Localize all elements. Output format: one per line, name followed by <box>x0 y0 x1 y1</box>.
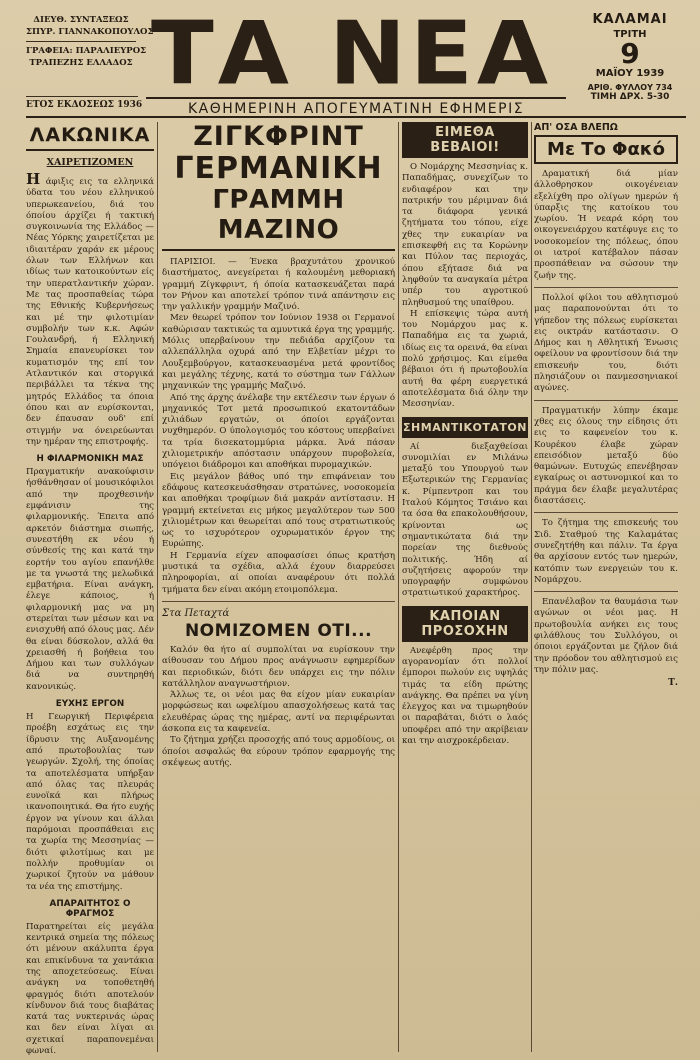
editorial-body <box>402 162 528 411</box>
banner-eimetha: ΕΙΜΕΘΑ ΒΕΒΑΙΟΙ! <box>402 122 528 158</box>
column-me-to-fako <box>534 122 678 1052</box>
newspaper-subtitle: ΚΑΘΗΜΕΡΙΝΗ ΑΠΟΓΕΥΜΑΤΙΝΗ ΕΦΗΜΕΡΙΣ <box>146 97 566 117</box>
day-number: 9 <box>620 37 640 70</box>
banner-kapoian-prosochin: ΚΑΠΟΙΑΝ ΠΡΟΣΟΧΗΝ <box>402 606 528 642</box>
article-body: Πραγματικήν ανακούφισιν ήσθάνθησαν οί μουσικόφιλοι από την προχθεσινήν εμφάνισιν της φιλαρμονικής. Έπειτα από αρκετόν διάστημα σιωπής, συνεστήθη εκ νέου ή σύνθεσίς της και κατά την εορτήν του αγίου επανήλθε με τα γνωστά της μελωδικά εμβατήρια. Είναι ανάγκη, έλεγε κάποιος, ή φιλαρμονική μας να μη στερείται των μέσων και να ενισχυθή από όλους μας. Δέν θα είναι δύσκολον, αλλά θα χρειασθή ή βοήθεια του Δήμου και των συλλόγων διά να συντηρηθή κανονικώς. <box>26 467 154 692</box>
column-divider <box>531 122 532 1052</box>
masthead-editor-block <box>26 14 154 69</box>
headline-line-3: ΓΡΑΜΜΗ ΜΑΖΙΝΟ <box>212 185 345 245</box>
article-body: Η άφιξις εις τα ελληνικά ύδατα του νέου ελληνικού υπερωκεανείου, διά του όποίου άρχίζει ή τακτική συγκοινωνία της Ελλάδος — Νέας Υόρκης χαιρετίζεται με ιδιαιτέραν χαράν εκ μέρους όλων των Ελλήνων και ιδίως των κατοικούντων είς την υπερατλαντικήν χώραν. Με τας προσπαθείας τώρα της Εθνικής Κυβερνήσεως και μέ την φιλοτιμίαν συμβολήν των κ.κ. Αφών Γουλανδρή, ή Ελληνική Σημαία επανευρίσκει τον κυματισμόν της επί τον Ατλαντικόν και στοργικά περιβάλλει τα τέκνα της μητρός Ελλάδος τα όποια όπου και αν ευρίσκονται, δεν έπαυσαν ουδ' επί στιγμήν να όνειρεύωνται την ημέραν της επιστροφής. <box>26 170 154 447</box>
column-editorials <box>402 122 528 1052</box>
main-story-body <box>162 257 395 596</box>
headline-line-1: ΖΙΓΚΦΡΙΝΤ <box>193 121 364 152</box>
editorial-body <box>402 646 528 748</box>
year-founded: ΕΤΟΣ ΕΚΔΟΣΕΩΣ 1936 <box>26 96 138 110</box>
paragraph: Η επίσκεψις τώρα αυτή του Νομάρχου μας κ. Παπαδήμα εις τα χωριά, ιδίως εις τα ορεινά, θα είναι πολύ χρήσιμος. Και είμεθα βέβαιοι ότι ή πρωτοβουλία αυτή θα φέρη ευεργετικά αποτελέσματα διά όλην την Μεσσηνίαν. <box>402 308 528 410</box>
column-main-story <box>162 122 395 1052</box>
article-title-nomizomen: ΝΟΜΙΖΟΜΕΝ ΟΤΙ... <box>184 620 373 641</box>
price: ΤΙΜΗ ΔΡΧ. 5-30 <box>590 92 670 102</box>
lakonika-header: ΛΑΚΩΝΙΚΑ <box>29 124 151 146</box>
paragraph: Το ζήτημα χρήζει προσοχής από τους αρμοδίους, οι όποίοι ασφαλώς θα εύρουν τρόπον εφαρμογής της σκέψεως αυτής. <box>162 735 395 768</box>
article-title-philharmonic: Η ΦΙΛΑΡΜΟΝΙΚΗ ΜΑΣ <box>36 454 144 465</box>
editor-label: ΔΙΕΥΘ. ΣΥΝΤΑΞΕΩΣ <box>33 15 129 25</box>
paragraph: Πολλοί φίλοι του αθλητισμού μας παραπονούνται ότι το γήπεδον της πόλεως ευρίσκεται εις οικτράν κατάστασιν. Ο Δήμος και η Αθλητική Ένωσις οφείλουν να φροντίσουν διά την επισκευήν του, διότι πλησιάζουν οι πανμεσσηνιακοί αγώνες. <box>534 292 678 394</box>
office-label: ΓΡΑΦΕΙΑ: ΠΑΡΑΛΙΕΥΡΟΣ <box>26 46 147 56</box>
office-address: ΤΡΑΠΕΖΗΣ ΕΛΛΑΔΟΣ <box>29 58 133 68</box>
column-divider <box>157 122 158 1052</box>
paragraph: Καλόν θα ήτο αί συμπολίται να ευρίσκουν την αίθουσαν του Δήμου προς ανάγνωσιν εφημερίδων και περιοδικών, διότι δεν υπάρχει εις την πόλιν κατάλληλον αναγνωστήριον. <box>162 644 395 689</box>
newspaper-title: ΤΑ ΝΕΑ <box>150 2 553 105</box>
section-label: Στα Πεταχτά <box>162 607 230 619</box>
article-body: Παρατηρείται είς μεγάλα κεντρικά σημεία της πόλεως ότι μένουν ακάλυπτα έργα και επικίνδυνα τα χαντάκια της αποχετεύσεως. Είναι ανάγκη να τοποθετηθή φραγμός διότι αποτελούν κίνδυνον διά τους διαβάτας κατά τας νυκτερινάς ώρας και δεν είναι λίγαι αι σχετικαί παραπονεμέναι φωναί. <box>26 921 154 1057</box>
headline-block <box>162 122 395 251</box>
paragraph: Ο Νομάρχης Μεσσηνίας κ. Παπαδήμας, συνεχίζων το ενδιαφέρον και την πατρικήν του μέριμναν διά τα διάφορα γενικά ζητήματα του τόπου, είχε χθες την ευκαιρίαν να επισκεφθή εις τα Κορώνην και Πύλον τας περιοχάς, όπου εξήτασε διά να ληφθούν τα αναγκαία μέτρα υπέρ του αγροτικού πληθυσμού της υπαίθρου. <box>402 162 528 308</box>
article-title-greeting: ΧΑΙΡΕΤΙΖΟΜΕΝ <box>46 157 134 168</box>
section-label: ΑΠ' ΟΣΑ ΒΛΕΠΩ <box>534 122 618 133</box>
signature: Τ. <box>668 678 678 689</box>
headline-line-2: ΓΕΡΜΑΝΙΚΗ <box>174 151 383 186</box>
article-body: Η Γεωργική Περιφέρεια προέβη εσχάτως εις την ίδρυσιν της Αυξανομένης από πρωτοβουλίας των γεωργών. Σχολή, της όποίας τα αποτελέσματα υπήρξαν από όλας τας πλευράς ευνοϊκά και πλήρως ικανοποιητικά. Θα ήτο ευχής έργον να γίνουν και άλλαι παρόμοιαι προσπάθειαι εις τα χωρία της Μεσσηνίας — διότι φιλοτίμως και με πολλήν προθυμίαν οι χωρικοί ζητούν να μάθουν τα νέα της επιστήμης. <box>26 712 154 892</box>
paragraph: Επανέλαβον τα θαυμάσια των αγώνων οι νέοι μας. Η πρωτοβουλία ανήκει εις τους φιλάθλους του Συλλόγου, οι όποιοι εργάζονται με ζήλον διά την πρόοδον του αθλητισμού εις την πόλιν μας. <box>534 597 678 675</box>
paragraph: Η Γερμανία είχεν αποφασίσει όπως κρατήση μυστικά τα σχέδια, αλλά έχουν διαρρεύσει πληροφορίαι, αί οποίαι αναφέρουν ότι πολλά τμήματα δεν είναι ακόμη ετοιμοπόλεμα. <box>162 550 395 595</box>
paragraph: ΠΑΡΙΣΙΟΙ. — Ένεκα βραχυτάτου χρονικού διαστήματος, ανεγείρεται ή καλουμένη μεθοριακή γραμμή Ζίγκφριντ, ή όποία κατασκευάζεται παρά τον Ρήνον και αποτελεί τρόπον τινά απάντησιν εις την γαλλικήν γραμμήν Μαζινό. <box>162 257 395 313</box>
editor-name: ΣΠΥΡ. ΓΙΑΝΝΑΚΟΠΟΥΛΟΣ <box>26 27 154 37</box>
column-body <box>534 169 678 676</box>
paragraph: Εις μεγάλον βάθος υπό την επιφάνειαν του εδάφους κατεσκευάσθησαν στρατώνες, νοσοκομεία και αποθήκαι τροφίμων διά μακράν αντίστασιν. Η γραμμή εκτείνεται εις μήκος μεγαλύτερον των 500 χιλιομέτρων και θεωρείται από τους στρατιωτικούς ως το ισχυρότερον οχυρωματικόν έργον της Ευρώπης. <box>162 471 395 550</box>
paragraph: Από της άρχης άνέλαβε την εκτέλεσιν των έργων ό μηχανικός Τοτ μετά προσωπικού εκατοντάδων χιλιάδων εργατών, οι όποίοι εργάζονται νυχθημερόν. Ο ύπολογισμός του κόστους υπερβαίνει τα τρία δισεκατομμύρια μάρκα. Άνά πάσαν χιλιομετρικήν απόστασιν υπάρχουν πυροβολεία, υπόγειοι διάδρομοι και αποθήκαι πυρομαχικών. <box>162 392 395 471</box>
column-lakonika <box>26 122 154 1057</box>
nomizomen-body <box>162 645 395 769</box>
paragraph: Μεν θεωρεί τρόπον τον Ιούνιον 1938 οι Γερμανοί καθώρισαν τακτικώς τα αμυντικά έργα της γραμμής. Μόλις υπερβαίνουν την πεδιάδα αρχίζουν τα αλλεπάλληλα οχυρά από την Ελβετίαν μέχρι το Λουξεμβούργον, κατασκευασμένα μετά φροντίδος και μεγάλης τέχνης, κατά το σύστημα των Γάλλων μηχανικών της γραμμής Μαζινό. <box>162 313 396 392</box>
day-name: ΤΡΙΤΗ <box>613 29 647 40</box>
paragraph: Το ζήτημα της επισκευής του Σιδ. Σταθμού της Καλαμάτας συνεζητήθη και πάλιν. Τα έργα θα αρχίσουν εντός των ημερών, κατόπιν των ενεργειών του κ. Νομάρχου. <box>534 518 678 585</box>
paragraph: Άλλως τε, οι νέοι μας θα είχον μίαν ευκαιρίαν μορφώσεως και ωφελίμου απασχολήσεως κατά τας ελευθέρας ώρας της ημέρας, αντί να περιφέρωνται άσκοπα εις τα καφενεία. <box>162 690 395 734</box>
paragraph: Δραματική διά μίαν άλλοθρησκον οικογένειαν εξελίχθη προ ολίγων ημερών ή ύπαρξις της κατοίκου του χωρίου. Ή νεαρά κόρη του οικογενειάρχου κατέφυγε εις το νοσοκομείον της πόλεως, όπου οι ιατροί κατέβαλον πάσαν προσπάθειαν να σώσουν την ζωήν της. <box>534 169 678 281</box>
paragraph: Ανεφέρθη προς την αγορανομίαν ότι πολλοί έμποροι πωλούν εις υψηλάς τιμάς τα είδη πρώτης ανάγκης. Θα πρέπει να γίνη έλεγχος και να τιμωρηθούν οι παραβάται, διότι ο λαός υποφέρει από την ακρίβειαν και την αισχροκέρδειαν. <box>402 645 528 747</box>
masthead <box>26 2 686 120</box>
column-divider <box>398 122 399 1052</box>
banner-simantikotaton: ΣΗΜΑΝΤΙΚΟΤΑΤΟΝ <box>402 417 528 438</box>
paragraph: Πραγματικήν λύπην έκαμε χθες εις όλους την είδησις ότι εις το καφενείον του κ. Κουρέκου έλαβε χώραν επεισόδιον μεταξύ δύο θαμώνων. Ευτυχώς επενέβησαν εγκαίρως οι αστυνομικοί και το πράγμα δεν έλαβε μεγαλυτέρας διαστάσεις. <box>534 405 678 507</box>
city-name: ΚΑΛΑΜΑΙ <box>592 12 668 27</box>
editorial-body <box>402 442 528 600</box>
article-title-barrier: ΑΠΑΡΑΙΤΗΤΟΣ Ο ΦΡΑΓΜΟΣ <box>49 898 131 919</box>
masthead-rule <box>26 116 686 118</box>
issue-number: ΑΡΙΘ. ΦΥΛΛΟΥ 734 <box>587 83 673 92</box>
article-title-wish: ΕΥΧΗΣ ΕΡΓΟΝ <box>55 699 125 710</box>
month-year: ΜΑΪΟΥ 1939 <box>595 68 665 79</box>
column-header-fako: Με Το Φακό <box>534 135 678 164</box>
masthead-date-block <box>574 12 686 102</box>
paragraph: Αί διεξαχθείσαι συνομιλίαι εν Μιλάνω μεταξύ του Υπουργού των Εξωτερικών της Γερμανίας κ. Ρίμπεντροπ και του Ιταλού Κόμητος Τσιάνο και τα όσα θα επακολουθήσουν, κρίνονται ως σημαντικώτατα διά την πορείαν της διεθνούς πολιτικής. Ήδη αί συζητήσεις αφορούν την υπογραφήν συμφώνου στρατιωτικού χαρακτήρος. <box>402 441 528 599</box>
